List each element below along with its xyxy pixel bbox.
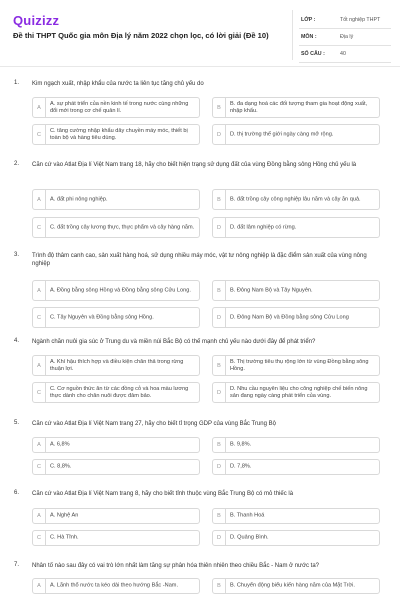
question-text: Căn cứ vào Atlat Địa lí Việt Nam trang 18, hãy cho biết hiện trạng sử dụng đất của vùng Đồng bằng sông Hồng chủ yếu là xyxy=(32,162,357,168)
option-letter: C xyxy=(33,218,46,237)
meta-value: Tốt nghiệp THPT xyxy=(340,17,381,23)
option-text: D. Nhu cầu nguyên liệu cho công nghiệp chế biến nông sản đang ngày càng phát triển của vùng. xyxy=(230,385,368,399)
header-bottom-divider xyxy=(0,66,400,67)
option-letter: A xyxy=(33,509,46,523)
meta-value: 40 xyxy=(340,51,346,57)
option-text: C. đất trồng cây lương thực, thực phẩm và cây hàng năm. xyxy=(50,224,195,230)
option-letter: D xyxy=(213,125,226,144)
question-number: 4. xyxy=(14,338,20,344)
option-1d[interactable] xyxy=(212,124,380,145)
option-text: A. Đồng bằng sông Hồng và Đồng bằng sông Cửu Long. xyxy=(50,287,191,293)
option-5d[interactable] xyxy=(212,459,380,475)
option-letter: B xyxy=(213,98,226,117)
option-letter: B xyxy=(213,190,226,209)
question-number: 1. xyxy=(14,80,20,86)
option-letter: C xyxy=(33,531,46,545)
option-letter: D xyxy=(213,383,226,402)
option-text: A. đất phi nông nghiệp. xyxy=(50,196,108,202)
option-text: B. Thị trường tiêu thụ rộng lớn từ vùng Đồng bằng sông Hồng. xyxy=(230,358,369,372)
option-text: D. 7,8%. xyxy=(230,463,252,470)
option-4b[interactable] xyxy=(212,355,380,376)
option-text: B. đa dạng hoá các đối tượng tham gia hoạt động xuất, nhập khẩu. xyxy=(230,100,368,114)
option-2d[interactable] xyxy=(212,217,380,238)
question-number: 5. xyxy=(14,420,20,426)
option-text: A. 6,8% xyxy=(50,441,70,448)
option-3b[interactable] xyxy=(212,280,380,301)
meta-row-count xyxy=(299,46,391,63)
worksheet-header xyxy=(0,0,400,64)
option-text: C. Hà Tĩnh. xyxy=(50,534,79,541)
option-2a[interactable] xyxy=(32,189,200,210)
option-7a[interactable] xyxy=(32,578,200,594)
option-text: D. thị trường thế giới ngày càng mở rộng. xyxy=(230,131,334,137)
meta-row-class xyxy=(299,12,391,29)
option-6d[interactable] xyxy=(212,530,380,546)
question-text: Ngành chăn nuôi gia súc ở Trung du và miền núi Bắc Bộ có thế mạnh chủ yếu nào dưới đây để phát triển? xyxy=(32,339,316,345)
option-3c[interactable] xyxy=(32,307,200,328)
worksheet-title: Đề thi THPT Quốc gia môn Địa lý năm 2022 chọn lọc, có lời giải (Đề 10) xyxy=(13,31,269,40)
option-4a[interactable] xyxy=(32,355,200,376)
option-letter: B xyxy=(213,438,226,452)
option-4d[interactable] xyxy=(212,382,380,403)
option-letter: B xyxy=(213,356,226,375)
option-2c[interactable] xyxy=(32,217,200,238)
option-text: D. Quảng Bình. xyxy=(230,534,269,541)
meta-label: SỐ CÂU : xyxy=(301,51,325,57)
option-text: B. 9,8%. xyxy=(230,441,252,448)
option-5c[interactable] xyxy=(32,459,200,475)
option-letter: C xyxy=(33,125,46,144)
option-text: D. đất lâm nghiệp có rừng. xyxy=(230,224,297,230)
option-text: C. Cơ nguồn thức ăn từ các đồng cỏ và hoa màu lương thực dành cho chăn nuôi được đảm bảo. xyxy=(50,385,189,399)
option-text: A. sự phát triển của nền kinh tế trong nước cùng những đổi mới trong cơ chế quản lí. xyxy=(50,100,189,114)
option-letter: C xyxy=(33,460,46,474)
option-5a[interactable] xyxy=(32,437,200,453)
question-text: Căn cứ vào Atlat Địa lí Việt Nam trang 8, hãy cho biết tỉnh thuộc vùng Bắc Trung Bộ có mỏ thiếc là xyxy=(32,491,294,497)
worksheet-meta xyxy=(299,12,391,63)
option-letter: A xyxy=(33,281,46,300)
option-6c[interactable] xyxy=(32,530,200,546)
option-3d[interactable] xyxy=(212,307,380,328)
question-number: 3. xyxy=(14,252,20,258)
question-number: 6. xyxy=(14,490,20,496)
option-letter: D xyxy=(213,218,226,237)
option-text: A. Nghệ An xyxy=(50,512,79,519)
option-letter: B xyxy=(213,281,226,300)
option-text: B. Thanh Hoá xyxy=(230,512,265,519)
option-text: C. tăng cường nhập khẩu dây chuyền máy móc, thiết bị toàn bộ và hàng tiêu dùng. xyxy=(50,127,188,141)
option-2b[interactable] xyxy=(212,189,380,210)
question-number: 7. xyxy=(14,562,20,568)
option-1b[interactable] xyxy=(212,97,380,118)
meta-label: LỚP : xyxy=(301,17,316,23)
meta-row-subject xyxy=(299,29,391,46)
question-text: Trình độ thâm canh cao, sản xuất hàng hoá, sử dụng nhiều máy móc, vật tư nông nghiệp là đặc điểm sản xuất của vùng nông nghiệp xyxy=(32,253,367,268)
option-letter: A xyxy=(33,98,46,117)
option-text: B. đất trồng cây công nghiệp lâu năm và cây ăn quả. xyxy=(230,196,361,202)
option-text: D. Đông Nam Bộ và Đồng bằng sông Cửu Long xyxy=(230,314,349,320)
option-text: B. Chuyển động biểu kiến hàng năm của Mặt Trời. xyxy=(230,582,355,589)
meta-label: MÔN : xyxy=(301,34,317,40)
option-1a[interactable] xyxy=(32,97,200,118)
question-number: 2. xyxy=(14,161,20,167)
option-letter: A xyxy=(33,438,46,452)
option-letter: B xyxy=(213,509,226,523)
option-1c[interactable] xyxy=(32,124,200,145)
option-4c[interactable] xyxy=(32,382,200,403)
option-text: A. Lãnh thổ nước ta kéo dài theo hướng Bắc -Nam. xyxy=(50,582,179,589)
option-3a[interactable] xyxy=(32,280,200,301)
option-5b[interactable] xyxy=(212,437,380,453)
option-letter: C xyxy=(33,308,46,327)
option-letter: B xyxy=(213,579,226,593)
quizizz-logo: Quizizz xyxy=(13,13,60,28)
option-7b[interactable] xyxy=(212,578,380,594)
question-text: Kim ngạch xuất, nhập khẩu của nước ta liên tục tăng chủ yếu do xyxy=(32,81,204,87)
option-letter: A xyxy=(33,579,46,593)
option-6a[interactable] xyxy=(32,508,200,524)
option-letter: D xyxy=(213,308,226,327)
option-text: A. Khí hậu thích hợp và điều kiện chăn thả trong rừng thuận lợi. xyxy=(50,358,184,372)
question-text: Nhân tố nào sau đây có vai trò lớn nhất làm tăng sự phân hóa thiên nhiên theo chiều Bắc - Nam ở nước ta? xyxy=(32,563,320,569)
meta-value: Địa lý xyxy=(340,34,354,40)
option-letter: A xyxy=(33,356,46,375)
option-text: C. 8,8%. xyxy=(50,463,72,470)
option-letter: D xyxy=(213,531,226,545)
option-letter: C xyxy=(33,383,46,402)
option-6b[interactable] xyxy=(212,508,380,524)
option-text: C. Tây Nguyên và Đồng bằng sông Hồng. xyxy=(50,314,154,320)
option-letter: A xyxy=(33,190,46,209)
option-letter: D xyxy=(213,460,226,474)
header-divider xyxy=(292,10,293,60)
option-text: B. Đông Nam Bộ và Tây Nguyên. xyxy=(230,287,313,293)
question-text: Căn cứ vào Atlat Địa lí Việt Nam trang 27, hãy cho biết tỉ trọng GDP của vùng Bắc Trung Bộ xyxy=(32,421,276,427)
